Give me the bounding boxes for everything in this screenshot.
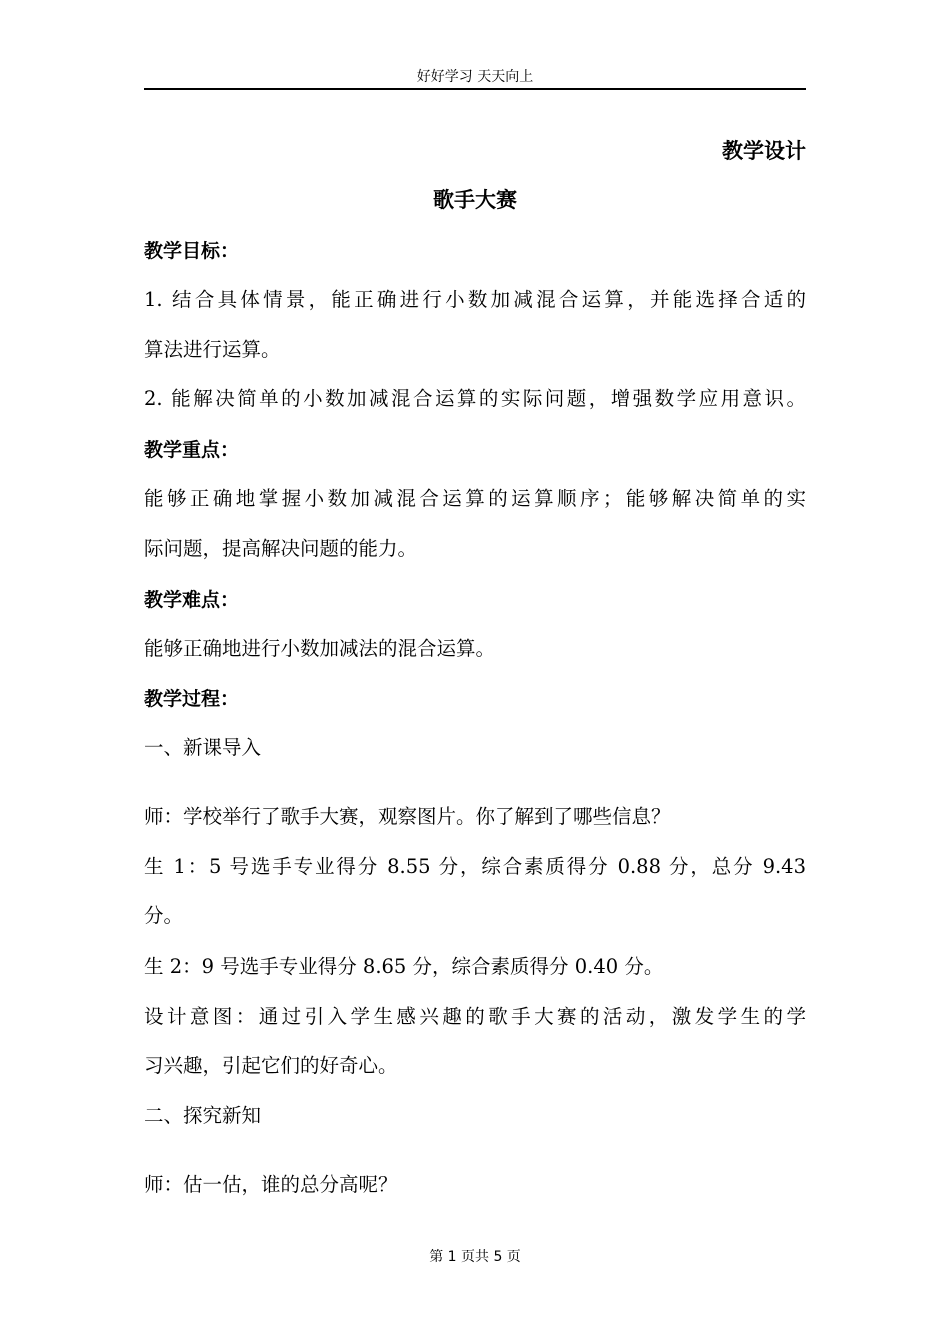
document-title: 歌手大赛 — [433, 188, 517, 212]
student-2-line: 生 2：9 号选手专业得分 8.65 分，综合素质得分 0.40 分。 — [144, 955, 664, 978]
student-1-line-1: 生 1：5 号选手专业得分 8.55 分，综合素质得分 0.88 分，总分 9.43 — [144, 855, 806, 878]
key-points-line-2: 际问题，提高解决问题的能力。 — [144, 537, 418, 560]
key-points-heading: 教学重点： — [144, 439, 240, 461]
objective-1-line-2: 算法进行运算。 — [144, 338, 281, 361]
student-1-line-2: 分。 — [144, 904, 184, 927]
document-type-label: 教学设计 — [722, 139, 806, 163]
page-footer: 第 1 页共 5 页 — [429, 1249, 521, 1265]
part-1-heading: 一、新课导入 — [144, 736, 262, 759]
page-header: 好好学习 天天向上 — [416, 69, 534, 85]
objectives-heading: 教学目标： — [144, 240, 240, 262]
design-intent-line-2: 习兴趣，引起它们的好奇心。 — [144, 1054, 398, 1077]
difficulty-heading: 教学难点： — [144, 589, 240, 611]
difficulty-text: 能够正确地进行小数加减法的混合运算。 — [144, 637, 496, 660]
design-intent-line-1: 设计意图：通过引入学生感兴趣的歌手大赛的活动，激发学生的学 — [144, 1005, 806, 1028]
part-2-heading: 二、探究新知 — [144, 1104, 262, 1127]
teacher-line-2: 师：估一估，谁的总分高呢？ — [144, 1173, 398, 1196]
objective-1-line-1: 1. 结合具体情景，能正确进行小数加减混合运算，并能选择合适的 — [144, 288, 806, 311]
teacher-line-1: 师：学校举行了歌手大赛，观察图片。你了解到了哪些信息？ — [144, 805, 671, 828]
objective-2: 2. 能解决简单的小数加减混合运算的实际问题，增强数学应用意识。 — [144, 387, 806, 410]
key-points-line-1: 能够正确地掌握小数加减混合运算的运算顺序；能够解决简单的实 — [144, 487, 806, 510]
header-rule — [144, 88, 806, 90]
process-heading: 教学过程： — [144, 688, 240, 710]
